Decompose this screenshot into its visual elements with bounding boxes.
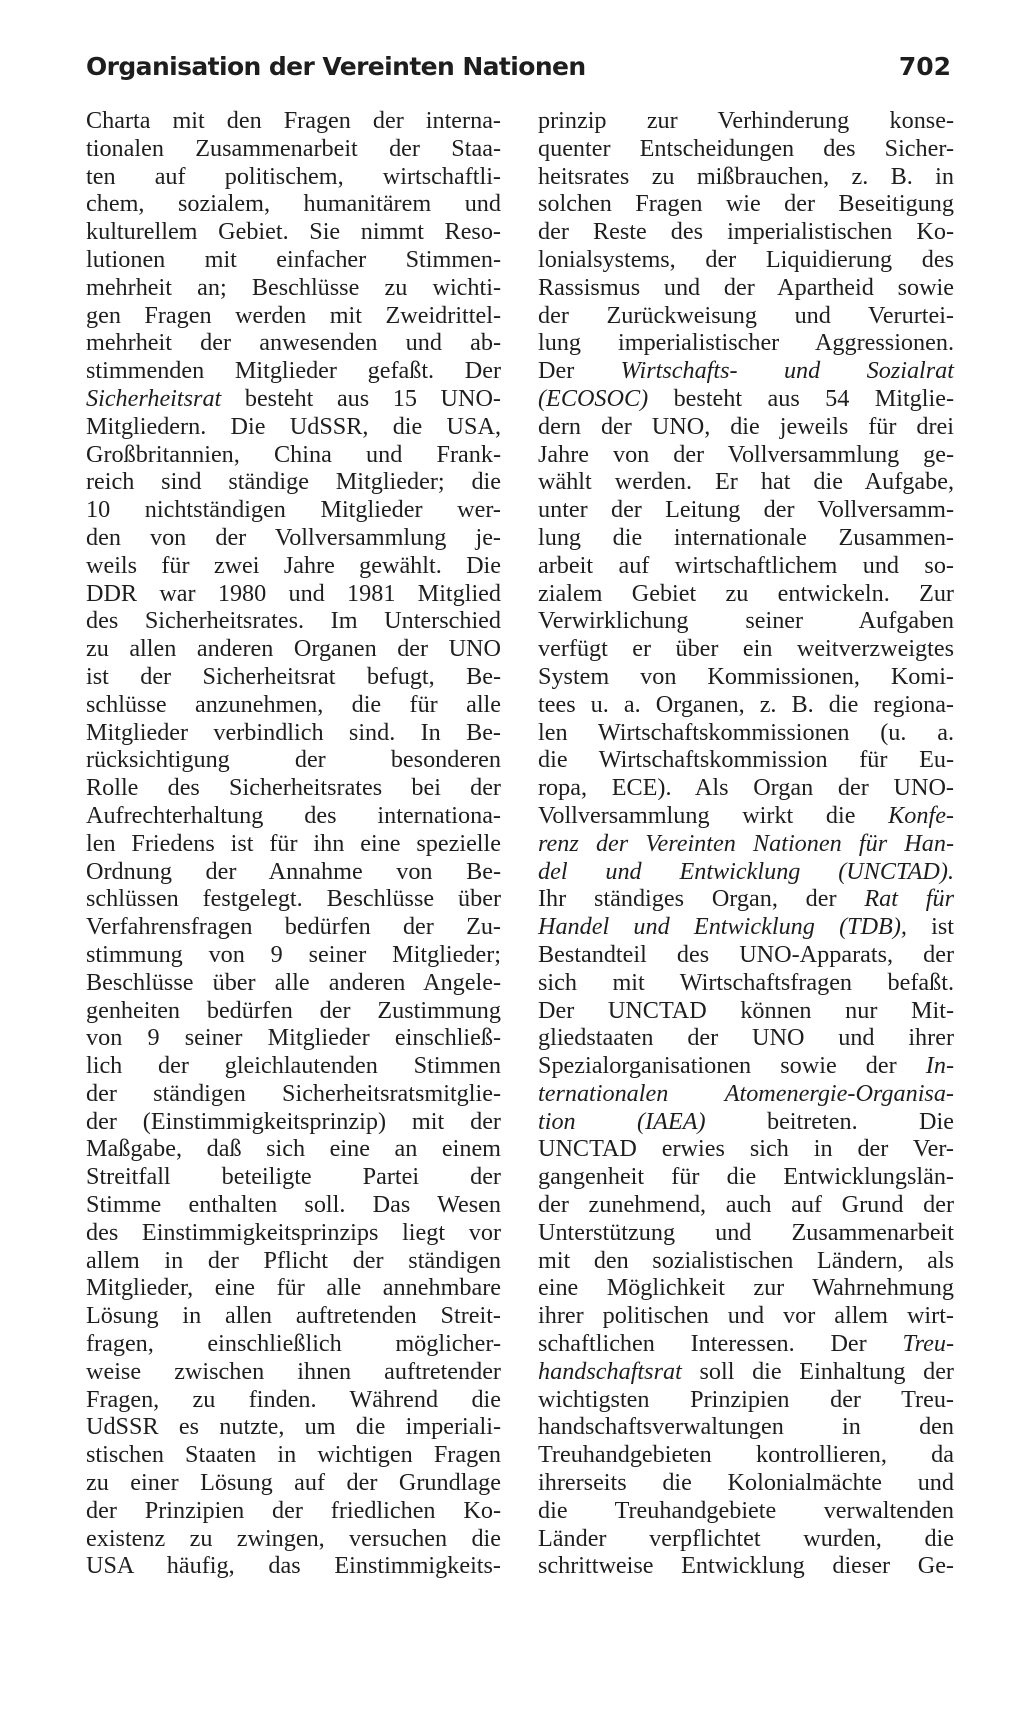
text-line: der ständigen Sicherheitsratsmitglie- xyxy=(86,1079,501,1107)
text-line xyxy=(538,830,954,858)
text-line: ropa, ECE). Als Organ der UNO- xyxy=(538,774,954,802)
text-line: den von der Vollversammlung je- xyxy=(86,523,501,551)
text-line: solchen Fragen wie der Beseitigung xyxy=(538,190,954,218)
text-line: USA häufig, das Einstimmigkeits- xyxy=(86,1552,501,1580)
italic-term: Handel und Entwicklung (TDB), xyxy=(538,913,907,941)
text-line: allem in der Pflicht der ständigen xyxy=(86,1246,501,1274)
text-line: Rassismus und der Apartheid sowie xyxy=(538,273,954,301)
text-line: arbeit auf wirtschaftlichem und so- xyxy=(538,551,954,579)
text-line: der zunehmend, auch auf Grund der xyxy=(538,1191,954,1219)
text-line: UdSSR es nutzte, um die imperiali- xyxy=(86,1413,501,1441)
text-line: Streitfall beteiligte Partei der xyxy=(86,1163,501,1191)
text-line: Sicherheitsrat besteht aus 15 UNO- xyxy=(86,384,501,412)
italic-term: In- xyxy=(925,1052,954,1080)
text-line: Fragen, zu finden. Während die xyxy=(86,1385,501,1413)
text-line: Lösung in allen auftretenden Streit- xyxy=(86,1302,501,1330)
text-line: rücksichtigung der besonderen xyxy=(86,746,501,774)
text-line: die Treuhandgebiete verwaltenden xyxy=(538,1496,954,1524)
text-line: unter der Leitung der Vollversamm- xyxy=(538,496,954,524)
text-line: tion (IAEA) beitreten. Die xyxy=(538,1107,954,1135)
text-line: weise zwischen ihnen auftretender xyxy=(86,1357,501,1385)
text-line: genheiten bedürfen der Zustimmung xyxy=(86,996,501,1024)
text-line: Aufrechterhaltung des internationa- xyxy=(86,801,501,829)
text-line: dern der UNO, die jeweils für drei xyxy=(538,412,954,440)
text-line: Der UNCTAD können nur Mit- xyxy=(538,996,954,1024)
text-line: Ordnung der Annahme von Be- xyxy=(86,857,501,885)
text-line: Der Wirtschafts- und Sozialrat xyxy=(538,357,954,385)
italic-term: Wirtschafts- und Sozialrat xyxy=(620,357,954,385)
italic-term: (ECOSOC) xyxy=(538,384,649,412)
text-line: die Wirtschaftskommission für Eu- xyxy=(538,746,954,774)
text-line: reich sind ständige Mitglieder; die xyxy=(86,468,501,496)
italic-term: ternationalen Atomenergie-Organisa- xyxy=(538,1079,954,1107)
text-line: existenz zu zwingen, versuchen die xyxy=(86,1524,501,1552)
text-line: System von Kommissionen, Komi- xyxy=(538,662,954,690)
text-line: eine Möglichkeit zur Wahrnehmung xyxy=(538,1274,954,1302)
text-line: Beschlüsse über alle anderen Angele- xyxy=(86,968,501,996)
text-line: weils für zwei Jahre gewählt. Die xyxy=(86,551,501,579)
text-line: fragen, einschließlich möglicher- xyxy=(86,1330,501,1358)
text-line: Länder verpflichtet wurden, die xyxy=(538,1524,954,1552)
text-line: mehrheit an; Beschlüsse zu wichti- xyxy=(86,273,501,301)
text-line: len Wirtschaftskommissionen (u. a. xyxy=(538,718,954,746)
running-head-title: Organisation der Vereinten Nationen xyxy=(86,52,586,81)
text-line: DDR war 1980 und 1981 Mitglied xyxy=(86,579,501,607)
text-line: von 9 seiner Mitglieder einschließ- xyxy=(86,1024,501,1052)
text-line: (ECOSOC) besteht aus 54 Mitglie- xyxy=(538,384,954,412)
text-line: zu allen anderen Organen der UNO xyxy=(86,635,501,663)
text-line: chem, sozialem, humanitärem und xyxy=(86,190,501,218)
text-line: stimmung von 9 seiner Mitglieder; xyxy=(86,940,501,968)
text-line: tees u. a. Organen, z. B. die regiona- xyxy=(538,690,954,718)
text-line: ist der Sicherheitsrat befugt, Be- xyxy=(86,662,501,690)
text-line: Großbritannien, China und Frank- xyxy=(86,440,501,468)
text-line: Mitglieder verbindlich sind. In Be- xyxy=(86,718,501,746)
italic-term: Sicherheitsrat xyxy=(86,384,222,412)
text-line: ten auf politischem, wirtschaftli- xyxy=(86,162,501,190)
text-line: Mitglieder, eine für alle annehmbare xyxy=(86,1274,501,1302)
text-line xyxy=(538,858,954,886)
text-line: len Friedens ist für ihn eine spezielle xyxy=(86,829,501,857)
page-header xyxy=(86,52,951,92)
text-line: ihrerseits die Kolonialmächte und xyxy=(538,1469,954,1497)
text-line: wichtigsten Prinzipien der Treu- xyxy=(538,1385,954,1413)
text-line: der Zurückweisung und Verurtei- xyxy=(538,301,954,329)
italic-term: tion (IAEA) xyxy=(538,1107,706,1135)
text-line: prinzip zur Verhinderung konse- xyxy=(538,107,954,134)
text-line: zu einer Lösung auf der Grundlage xyxy=(86,1469,501,1497)
text-line: verfügt er über ein weitverzweigtes xyxy=(538,635,954,663)
text-line: heitsrates zu mißbrauchen, z. B. in xyxy=(538,162,954,190)
text-line: Spezialorganisationen sowie der In- xyxy=(538,1052,954,1080)
text-line: lung die internationale Zusammen- xyxy=(538,523,954,551)
text-line: stischen Staaten in wichtigen Fragen xyxy=(86,1441,501,1469)
text-line: zialem Gebiet zu entwickeln. Zur xyxy=(538,579,954,607)
text-line: Verwirklichung seiner Aufgaben xyxy=(538,607,954,635)
text-line: stimmenden Mitglieder gefaßt. Der xyxy=(86,357,501,385)
text-line: mit den sozialistischen Ländern, als xyxy=(538,1246,954,1274)
italic-term: Rat für xyxy=(864,885,954,913)
page-number: 702 xyxy=(898,52,951,81)
text-line: tionalen Zusammenarbeit der Staa- xyxy=(86,134,501,162)
text-line: schrittweise Entwicklung dieser Ge- xyxy=(538,1552,954,1580)
text-line: des Einstimmigkeitsprinzips liegt vor xyxy=(86,1218,501,1246)
text-line: gen Fragen werden mit Zweidrittel- xyxy=(86,301,501,329)
italic-term: del und Entwicklung (UNCTAD). xyxy=(538,857,954,885)
text-line: lich der gleichlautenden Stimmen xyxy=(86,1052,501,1080)
text-line: lonialsystems, der Liquidierung des xyxy=(538,245,954,273)
text-line: Bestandteil des UNO-Apparats, der xyxy=(538,940,954,968)
text-line: Charta mit den Fragen der interna- xyxy=(86,107,501,134)
text-line: des Sicherheitsrates. Im Unterschied xyxy=(86,607,501,635)
left-text-column xyxy=(86,107,501,1580)
text-line: Vollversammlung wirkt die Konfe- xyxy=(538,801,954,829)
text-line: Ihr ständiges Organ, der Rat für xyxy=(538,885,954,913)
text-line: ihrer politischen und vor allem wirt- xyxy=(538,1302,954,1330)
text-line: sich mit Wirtschaftsfragen befaßt. xyxy=(538,968,954,996)
right-text-column xyxy=(538,107,954,1580)
text-line: Jahre von der Vollversammlung ge- xyxy=(538,440,954,468)
text-line: wählt werden. Er hat die Aufgabe, xyxy=(538,468,954,496)
text-line: mehrheit der anwesenden und ab- xyxy=(86,329,501,357)
text-line: UNCTAD erwies sich in der Ver- xyxy=(538,1135,954,1163)
text-line: gangenheit für die Entwicklungslän- xyxy=(538,1163,954,1191)
italic-term: handschaftsrat xyxy=(538,1357,682,1385)
text-line: der (Einstimmigkeitsprinzip) mit der xyxy=(86,1107,501,1135)
text-line: Handel und Entwicklung (TDB), ist xyxy=(538,913,954,941)
text-line: schaftlichen Interessen. Der Treu- xyxy=(538,1330,954,1358)
text-line: lutionen mit einfacher Stimmen- xyxy=(86,245,501,273)
italic-term: Treu- xyxy=(902,1330,954,1358)
text-line: der Prinzipien der friedlichen Ko- xyxy=(86,1496,501,1524)
text-line: handschaftsrat soll die Einhaltung der xyxy=(538,1357,954,1385)
text-line: schlüssen festgelegt. Beschlüsse über xyxy=(86,885,501,913)
text-line: Maßgabe, daß sich eine an einem xyxy=(86,1135,501,1163)
text-line xyxy=(538,1080,954,1108)
text-line: gliedstaaten der UNO und ihrer xyxy=(538,1024,954,1052)
text-line: kulturellem Gebiet. Sie nimmt Reso- xyxy=(86,218,501,246)
text-line: der Reste des imperialistischen Ko- xyxy=(538,218,954,246)
italic-term: Konfe- xyxy=(888,801,954,829)
text-line: quenter Entscheidungen des Sicher- xyxy=(538,134,954,162)
italic-term: renz der Vereinten Nationen für Han- xyxy=(538,829,954,857)
text-line: 10 nichtständigen Mitglieder wer- xyxy=(86,496,501,524)
text-line: Verfahrensfragen bedürfen der Zu- xyxy=(86,913,501,941)
text-line: Rolle des Sicherheitsrates bei der xyxy=(86,774,501,802)
text-line: Mitgliedern. Die UdSSR, die USA, xyxy=(86,412,501,440)
text-line: schlüsse anzunehmen, die für alle xyxy=(86,690,501,718)
text-line: lung imperialistischer Aggressionen. xyxy=(538,329,954,357)
text-line: Treuhandgebieten kontrollieren, da xyxy=(538,1441,954,1469)
text-line: Stimme enthalten soll. Das Wesen xyxy=(86,1191,501,1219)
text-line: Unterstützung und Zusammenarbeit xyxy=(538,1218,954,1246)
text-line: handschaftsverwaltungen in den xyxy=(538,1413,954,1441)
